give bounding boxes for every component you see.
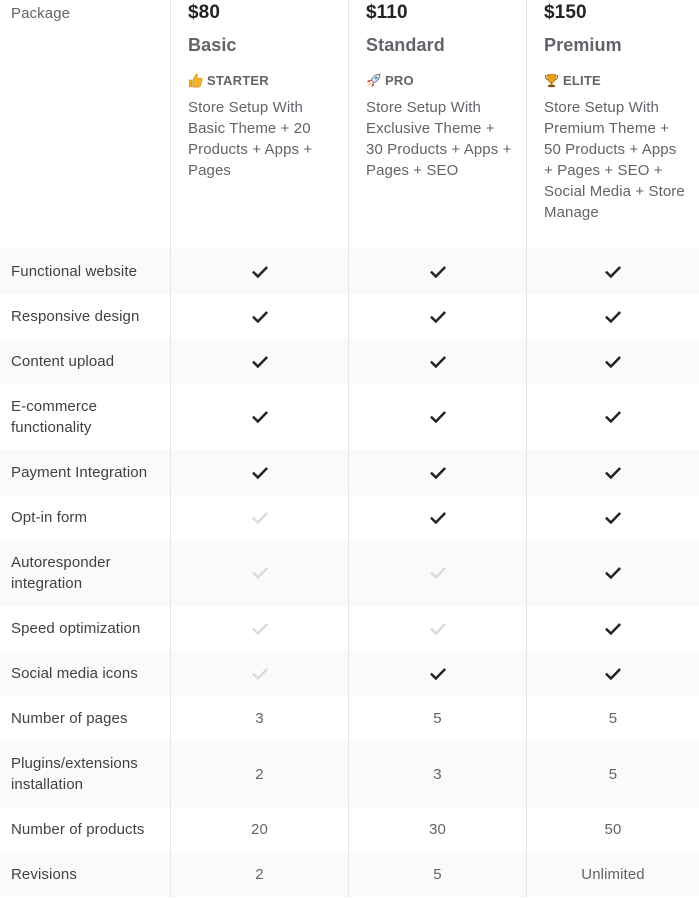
package-tier xyxy=(366,73,414,88)
checkmark-icon xyxy=(604,620,622,638)
feature-label: Number of pages xyxy=(0,696,171,741)
rocket-icon xyxy=(366,73,381,88)
feature-included-cell xyxy=(349,384,527,450)
checkmark-icon xyxy=(251,620,269,638)
checkmark-icon xyxy=(604,408,622,426)
feature-label: Opt-in form xyxy=(0,495,171,540)
feature-included-cell xyxy=(349,651,527,696)
feature-excluded-cell xyxy=(349,606,527,651)
package-tier-label: STARTER xyxy=(207,73,269,88)
feature-included-cell xyxy=(171,450,349,495)
feature-included-cell xyxy=(527,540,699,606)
feature-included-cell xyxy=(527,606,699,651)
checkmark-icon xyxy=(429,408,447,426)
checkmark-icon xyxy=(251,353,269,371)
feature-value-cell xyxy=(349,741,527,807)
checkmark-icon xyxy=(251,564,269,582)
feature-label: Plugins/extensions installation xyxy=(0,741,171,807)
feature-value: 5 xyxy=(608,765,618,783)
feature-value: 3 xyxy=(433,765,442,783)
checkmark-icon xyxy=(604,665,622,683)
feature-included-cell xyxy=(527,294,699,339)
feature-label: Autoresponder integration xyxy=(0,540,171,606)
checkmark-icon xyxy=(429,308,447,326)
feature-included-cell xyxy=(527,384,699,450)
package-name: Basic xyxy=(188,35,237,55)
package-price: $110 xyxy=(366,2,408,23)
feature-label: Functional website xyxy=(0,249,171,294)
feature-label: Content upload xyxy=(0,339,171,384)
package-description: Store Setup With Premium Theme + 50 Products + Apps + Pages + SEO + Social Media + Store Manage xyxy=(544,99,685,221)
feature-label: Payment Integration xyxy=(0,450,171,495)
package-tier xyxy=(544,73,601,88)
feature-value-cell xyxy=(349,807,527,852)
feature-value-cell xyxy=(171,696,349,741)
feature-value: 2 xyxy=(255,765,264,783)
feature-included-cell xyxy=(349,294,527,339)
checkmark-icon xyxy=(604,464,622,482)
checkmark-icon xyxy=(604,263,622,281)
checkmark-icon xyxy=(251,509,269,527)
feature-value: 20 xyxy=(251,821,268,838)
package-tier-label: PRO xyxy=(385,73,414,88)
package-price: $150 xyxy=(544,2,587,23)
feature-value: 30 xyxy=(429,821,446,838)
feature-included-cell xyxy=(527,495,699,540)
feature-included-cell xyxy=(349,249,527,294)
feature-value-cell xyxy=(527,852,699,897)
checkmark-icon xyxy=(604,308,622,326)
feature-value-cell xyxy=(171,807,349,852)
feature-included-cell xyxy=(349,495,527,540)
thumbs-up-icon xyxy=(188,73,203,88)
checkmark-icon xyxy=(429,464,447,482)
checkmark-icon xyxy=(251,263,269,281)
checkmark-icon xyxy=(429,263,447,281)
feature-value-cell xyxy=(527,696,699,741)
feature-included-cell xyxy=(527,249,699,294)
feature-value: 50 xyxy=(604,821,622,838)
feature-label: Responsive design xyxy=(0,294,171,339)
checkmark-icon xyxy=(604,509,622,527)
feature-excluded-cell xyxy=(171,651,349,696)
feature-value: 5 xyxy=(433,866,442,883)
feature-label: Speed optimization xyxy=(0,606,171,651)
feature-included-cell xyxy=(527,651,699,696)
checkmark-icon xyxy=(429,665,447,683)
checkmark-icon xyxy=(604,564,622,582)
package-price: $80 xyxy=(188,2,221,23)
feature-included-cell xyxy=(527,450,699,495)
feature-value-cell xyxy=(527,741,699,807)
feature-value: 5 xyxy=(433,710,442,727)
package-name: Standard xyxy=(366,35,445,55)
checkmark-icon xyxy=(251,308,269,326)
feature-excluded-cell xyxy=(171,495,349,540)
checkmark-icon xyxy=(429,509,447,527)
checkmark-icon xyxy=(251,665,269,683)
checkmark-icon xyxy=(429,620,447,638)
feature-excluded-cell xyxy=(171,540,349,606)
feature-value: Unlimited xyxy=(581,866,645,883)
feature-label: Number of products xyxy=(0,807,171,852)
package-basic xyxy=(171,0,349,249)
feature-included-cell xyxy=(171,339,349,384)
package-tier xyxy=(188,73,269,88)
trophy-icon xyxy=(544,73,559,88)
feature-label: Revisions xyxy=(0,852,171,897)
feature-excluded-cell xyxy=(171,606,349,651)
checkmark-icon xyxy=(604,353,622,371)
feature-value: 2 xyxy=(255,866,264,883)
checkmark-icon xyxy=(251,464,269,482)
package-description: Store Setup With Exclusive Theme + 30 Products + Apps + Pages + SEO xyxy=(366,99,512,179)
package-header-label: Package xyxy=(0,0,171,249)
feature-excluded-cell xyxy=(349,540,527,606)
package-tier-label: ELITE xyxy=(563,73,601,88)
checkmark-icon xyxy=(429,353,447,371)
feature-included-cell xyxy=(171,384,349,450)
package-premium xyxy=(527,0,699,249)
feature-value: 5 xyxy=(608,710,618,727)
feature-included-cell xyxy=(349,339,527,384)
feature-value-cell xyxy=(171,741,349,807)
feature-included-cell xyxy=(171,249,349,294)
package-description: Store Setup With Basic Theme + 20 Products + Apps + Pages xyxy=(188,99,313,179)
feature-value-cell xyxy=(171,852,349,897)
feature-included-cell xyxy=(171,294,349,339)
feature-value-cell xyxy=(349,852,527,897)
feature-value: 3 xyxy=(255,710,264,727)
package-name: Premium xyxy=(544,35,622,55)
feature-label: Social media icons xyxy=(0,651,171,696)
feature-included-cell xyxy=(349,450,527,495)
package-standard xyxy=(349,0,527,249)
checkmark-icon xyxy=(251,408,269,426)
feature-label: E-commerce functionality xyxy=(0,384,171,450)
checkmark-icon xyxy=(429,564,447,582)
feature-value-cell xyxy=(527,807,699,852)
feature-included-cell xyxy=(527,339,699,384)
feature-value-cell xyxy=(349,696,527,741)
